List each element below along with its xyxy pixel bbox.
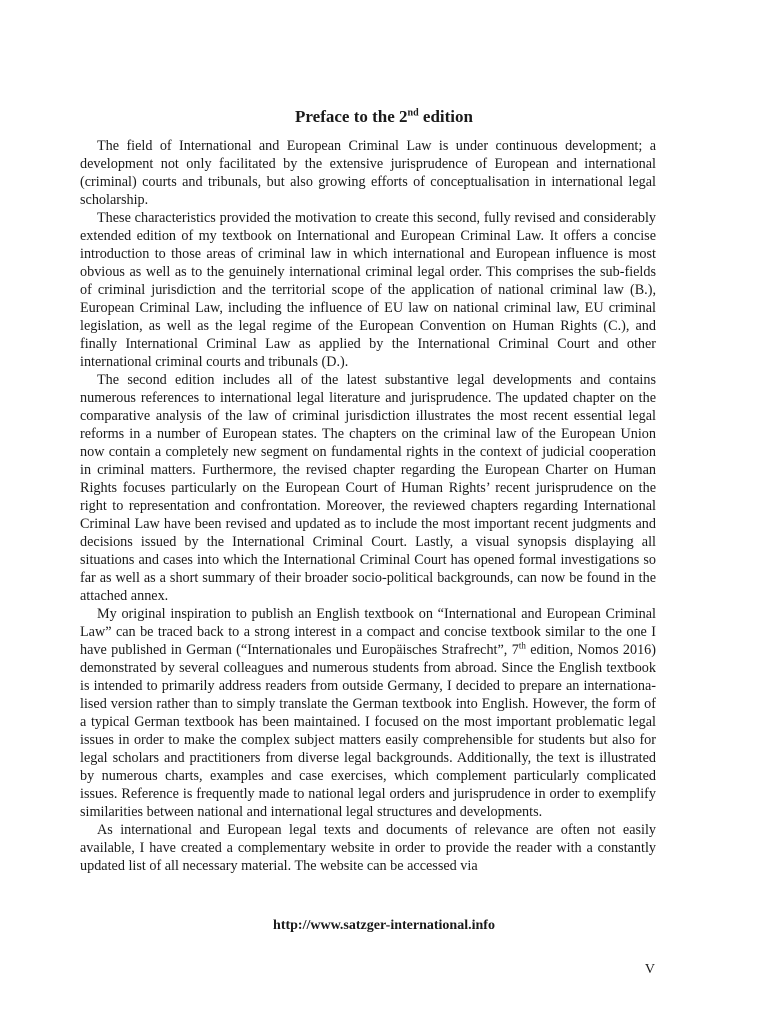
page-title [0, 106, 768, 128]
paragraph-2: These characteristics provided the motivation to create this second, fully revised and considerably extended edition of my textbook on International and European Criminal Law. It offers a concise introduction to those areas of criminal law in which international and European influence is most obvious as well as to the genuinely international criminal legal order. This comprises the sub-fields of criminal jurisdiction and the territorial scope of the application of national criminal law (B.), European Criminal Law, including the influence of EU law on national criminal law, EU criminal legislation, as well as the legal regime of the European Convention on Human Rights (C.), and finally International Criminal Law as applied by the International Criminal Court and other international criminal courts and tribunals (D.). [80, 210, 656, 370]
title-text-end: edition [418, 107, 473, 127]
website-url[interactable]: http://www.satzger-international.info [273, 918, 495, 933]
preface-body [80, 137, 656, 875]
title-text: Preface to the 2 [295, 107, 408, 127]
paragraph-4-end: edition, Nomos 2016) demonstrated by several colleagues and numerous students from abroad. Since the English textbook is intended to primarily address readers from outside Germany, I decided to prepare an internationalised version rather than to simply translate the German textbook into English. However, the form of a typical German textbook has been maintained. I focused on the most important problematic legal issues in order to make the complex subject matters easily comprehensible for students but also for legal scholars and practitioners from diverse legal backgrounds. Additionally, the text is illustrated by numerous charts, examples and case exercises, which complement particularly complicated issues. Reference is frequently made to national legal orders and jurisprudence in order to exemplify similarities between national and international legal structures and developments. [80, 642, 656, 820]
paragraph-1: The field of International and European Criminal Law is under continuous development; a development not only facilitated by the extensive jurisprudence of European and international (criminal) courts and tribunals, but also growing efforts of conceptualisation in international legal scholarship. [80, 138, 656, 208]
paragraph-3: The second edition includes all of the latest substantive legal developments and contains numerous references to international legal literature and jurisprudence. The updated chapter on the comparative analysis of the law of criminal jurisdiction illustrates the most recent essential legal reforms in a number of European states. The chapters on the criminal law of the European Union now contain a completely new segment on fundamental rights in the context of judicial cooperation in criminal matters. Furthermore, the revised chapter regarding the European Charter on Human Rights focuses particularly on the European Court of Human Rights’ recent jurisprudence on the right to representation and confrontation. Moreover, the reviewed chapters regarding International Criminal Law have been revised and updated as to include the most important recent judgments and decisions issued by the International Criminal Court. Lastly, a visual synopsis displaying all situations and cases into which the International Criminal Court has opened formal investigations so far as well as a short summary of their broader socio-political backgrounds, can now be found in the attached annex. [80, 372, 656, 604]
paragraph-5: As international and European legal texts and documents of relevance are often not easily available, I have created a complementary website in order to provide the reader with a constantly updated list of all necessary material. The website can be accessed via [80, 822, 656, 874]
edition-superscript: th [518, 640, 526, 651]
page-number: V [644, 962, 655, 977]
title-superscript: nd [407, 107, 419, 119]
paragraph-4 [80, 605, 656, 821]
paragraph-4-start: My original inspiration to publish an English textbook on “International and European Criminal Law” can be traced back to a strong interest in a compact and concise textbook similar to the one I have published in German (“Internationales und Europäisches Strafrecht”, 7 [80, 606, 656, 658]
